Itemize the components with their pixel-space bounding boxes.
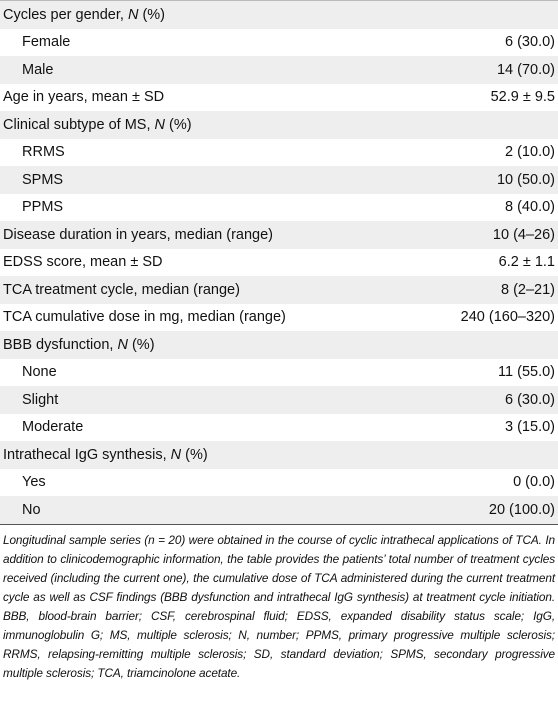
table-row	[0, 359, 558, 387]
row-value: 6.2 ± 1.1	[498, 254, 555, 271]
row-label: EDSS score, mean ± SD	[3, 254, 163, 270]
row-value: 8 (40.0)	[505, 199, 555, 216]
row-value: 240 (160–320)	[460, 309, 555, 326]
table-footnote: Longitudinal sample series (n = 20) were obtained in the course of cyclic intrathecal applications of TCA. In addition to clinicodemographic information, the table provides the patients’ total number of treatment cycles received (including the current one), the cumulative dose of TCA administered during the current treatment cycle as well as CSF findings (BBB dysfunction and intrathecal IgG synthesis) at treatment cycle initiation. BBB, blood-brain barrier; CSF, cerebrospinal fluid; EDSS, expanded disability status scale; IgG, immunoglobulin G; MS, multiple sclerosis; N, number; PPMS, primary progressive multiple sclerosis; RRMS, relapsing-remitting multiple sclerosis; SD, standard deviation; SPMS, secondary progressive multiple sclerosis; TCA, triamcinolone acetate.	[3, 532, 555, 681]
row-value: 11 (55.0)	[498, 364, 555, 381]
table-row	[0, 386, 558, 414]
row-sublabel: No	[22, 501, 41, 518]
table-row	[0, 441, 558, 469]
table-row	[0, 414, 558, 442]
table-row	[0, 194, 558, 222]
row-value: 20 (100.0)	[488, 501, 555, 518]
row-value: 10 (4–26)	[492, 226, 555, 243]
row-sublabel: RRMS	[22, 144, 65, 160]
row-value: 2 (10.0)	[505, 144, 555, 161]
table-row	[0, 29, 558, 57]
table-row	[0, 139, 558, 167]
table-row	[0, 111, 558, 139]
table-row	[0, 249, 558, 277]
table-row	[0, 56, 558, 84]
row-sublabel: SPMS	[22, 171, 64, 188]
table-row	[0, 84, 558, 112]
row-label: TCA cumulative dose in mg, median (range)	[3, 309, 286, 325]
row-sublabel: Female	[22, 34, 71, 50]
row-label: BBB dysfunction, N (%)	[3, 336, 155, 353]
row-value: 52.9 ± 9.5	[490, 89, 555, 106]
table-row	[0, 304, 558, 332]
row-value: 8 (2–21)	[500, 281, 555, 298]
row-label: Cycles per gender, N (%)	[3, 6, 166, 23]
row-label: Disease duration in years, median (range)	[3, 226, 273, 243]
row-value: 14 (70.0)	[496, 61, 555, 78]
row-sublabel: Male	[22, 61, 54, 78]
row-value: 6 (30.0)	[505, 391, 555, 408]
row-label: Intrathecal IgG synthesis, N (%)	[3, 446, 208, 463]
table-row	[0, 469, 558, 497]
row-sublabel: Slight	[22, 391, 59, 408]
table-row	[0, 166, 558, 194]
table-row	[0, 331, 558, 359]
table-row	[0, 221, 558, 249]
row-value: 0 (0.0)	[513, 474, 555, 491]
row-value: 10 (50.0)	[496, 171, 555, 188]
row-sublabel: None	[22, 364, 57, 380]
row-sublabel: Yes	[22, 474, 46, 490]
row-label: TCA treatment cycle, median (range)	[3, 281, 240, 298]
table-row	[0, 276, 558, 304]
row-sublabel: Moderate	[22, 419, 84, 435]
table-row	[0, 1, 558, 29]
row-label: Age in years, mean ± SD	[3, 89, 165, 105]
row-sublabel: PPMS	[22, 199, 64, 215]
row-value: 3 (15.0)	[505, 419, 555, 436]
table-row	[0, 496, 558, 524]
row-label: Clinical subtype of MS, N (%)	[3, 116, 192, 133]
row-value: 6 (30.0)	[505, 34, 555, 51]
